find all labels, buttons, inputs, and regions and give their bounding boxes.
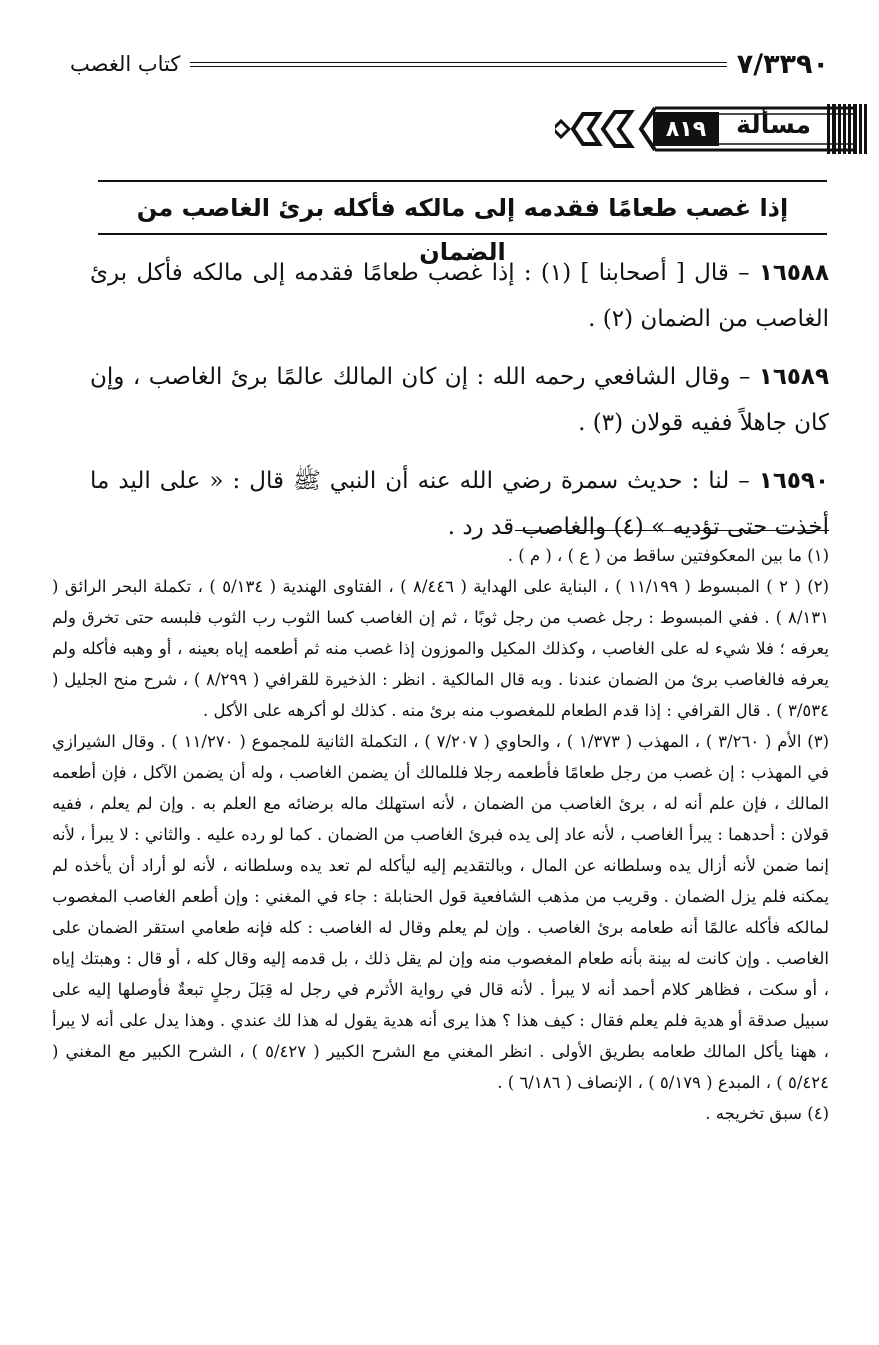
issue-title: إذا غصب طعامًا فقدمه إلى مالكه فأكله برئ الغاصب من الضمان xyxy=(136,194,789,266)
header-rule xyxy=(190,62,726,67)
page-reference: ٧/٣٣٩٠ xyxy=(736,48,829,80)
main-text xyxy=(90,250,829,562)
paragraph-number: ١٦٥٨٩ xyxy=(758,364,829,390)
footnote: (٢) ( ٢ ) المبسوط ( ١١/١٩٩ ) ، البناية على الهداية ( ٨/٤٤٦ ) ، الفتاوى الهندية ( ٥/١٣٤ ) ، تكملة البحر الرائق ( ٨/١٣١ ) . ففي المبسوط : رجل غصب من رجل ثوبًا ، ثم إن الغاصب كسا الثوب رب الثوب فلبسه حتى تخرق ولم يعرفه ؛ فلا شيء له على الغاصب ، وكذلك المكيل والموزون إذا غصب منه ثم أطعمه إياه بعينه ، أو وهبه فأكله ولم يعرفه فالغاصب برئ من الضمان عندنا . وبه قال المالكية . انظر : الذخيرة للقرافي ( ٨/٢٩٩ ) ، شرح منح الجليل ( ٣/٥٣٤ ) . قال القرافي : إذا قدم الطعام للمغصوب منه برئ منه . كذلك لو أكرهه على الأكل . xyxy=(52,577,829,720)
paragraph xyxy=(90,458,829,550)
masala-banner xyxy=(555,100,867,158)
paragraph-text: – لنا : حديث سمرة رضي الله عنه أن النبي ﷺ قال : « على اليد ما أخذت حتى تؤديه » (٤) والغاصب قد رد . xyxy=(90,468,829,540)
paragraph-text: – قال [ أصحابنا ] (١) : إذا غصب طعامًا فقدمه إلى مالكه فأكل برئ الغاصب من الضمان (٢) . xyxy=(90,260,829,332)
running-header xyxy=(70,44,829,84)
title-rule-bottom xyxy=(98,233,827,235)
paragraph xyxy=(90,354,829,446)
masala-label: مسألة xyxy=(736,110,811,139)
title-rule-top xyxy=(98,180,827,182)
footnote: (١) ما بين المعكوفتين ساقط من ( ع ) ، ( م ) . xyxy=(507,546,829,565)
footnotes xyxy=(52,540,829,1129)
masala-number: ٨١٩ xyxy=(653,112,719,146)
paragraph-number: ١٦٥٩٠ xyxy=(758,468,829,494)
footnote: (٣) الأم ( ٣/٢٦٠ ) ، المهذب ( ١/٣٧٣ ) ، والحاوي ( ٧/٢٠٧ ) ، التكملة الثانية للمجموع ( ١١/٢٧٠ ) . وقال الشيرازي في المهذب : إن غصب من رجل طعامًا فأطعمه رجلا فللمالك أن يضمن الغاصب ، وله أن يضمن الآكل ، فإن أطعمه المالك ، فإن علم أنه له ، برئ الغاصب من الضمان ، لأنه استهلك ماله برضائه مع العلم به . وإن لم يعلم ، ففيه قولان : أحدهما : يبرأ الغاصب ، لأنه عاد إلى يده فبرئ الغاصب من الضمان . كما لو رده عليه . والثاني : لا يبرأ ، لأنه إنما ضمن لأنه أزال يده وسلطانه عن المال ، وبالتقديم إليه ليأكله لم تعد يده وسلطانه ، لأنه لو أراد أن يأخذه لم يمكنه فلم يزل الضمان . وقريب من مذهب الشافعية قول الحنابلة : جاء في المغني : وإن أطعم الغاصب المغصوب لمالكه فأكله عالمًا أنه طعامه برئ الغاصب . وإن لم يعلم وقال له الغاصب : كله فإنه طعامي استقر الضمان على الغاصب . وإن كانت له بينة بأنه طعام المغصوب منه وإن لم يقل ذلك ، بل قدمه إليه وقال كله ، أو قال : وهبتك إياه ، أو سكت ، فظاهر كلام أحمد أنه لا يبرأ . لأنه قال في رواية الأثرم في رجل له قِبَلَ رجلٍ تبعةٌ فأوصلها إليه على سبيل صدقة أو هدية فلم يعلم فقال : كيف هذا ؟ هذا يرى أنه هدية يقول له هذا لك عندي . وهذا يدل على أنه لا يبرأ ، ههنا يأكل المالك طعامه بطريق الأولى . انظر المغني مع الشرح الكبير ( ٥/٤٢٧ ) ، الشرح الكبير مع المغني ( ٥/٤٢٤ ) ، المبدع ( ٥/١٧٩ ) ، الإنصاف ( ٦/١٨٦ ) . xyxy=(52,732,830,1092)
book-title: كتاب الغصب xyxy=(70,52,181,76)
paragraph xyxy=(90,250,829,342)
footnote: (٤) سبق تخريجه . xyxy=(705,1104,829,1123)
banner-bars xyxy=(827,104,867,154)
paragraph-text: – وقال الشافعي رحمه الله : إن كان المالك عالمًا برئ الغاصب ، وإن كان جاهلاً ففيه قولان (٣) . xyxy=(90,364,829,436)
paragraph-number: ١٦٥٨٨ xyxy=(758,260,830,286)
footnote-separator xyxy=(515,530,829,531)
